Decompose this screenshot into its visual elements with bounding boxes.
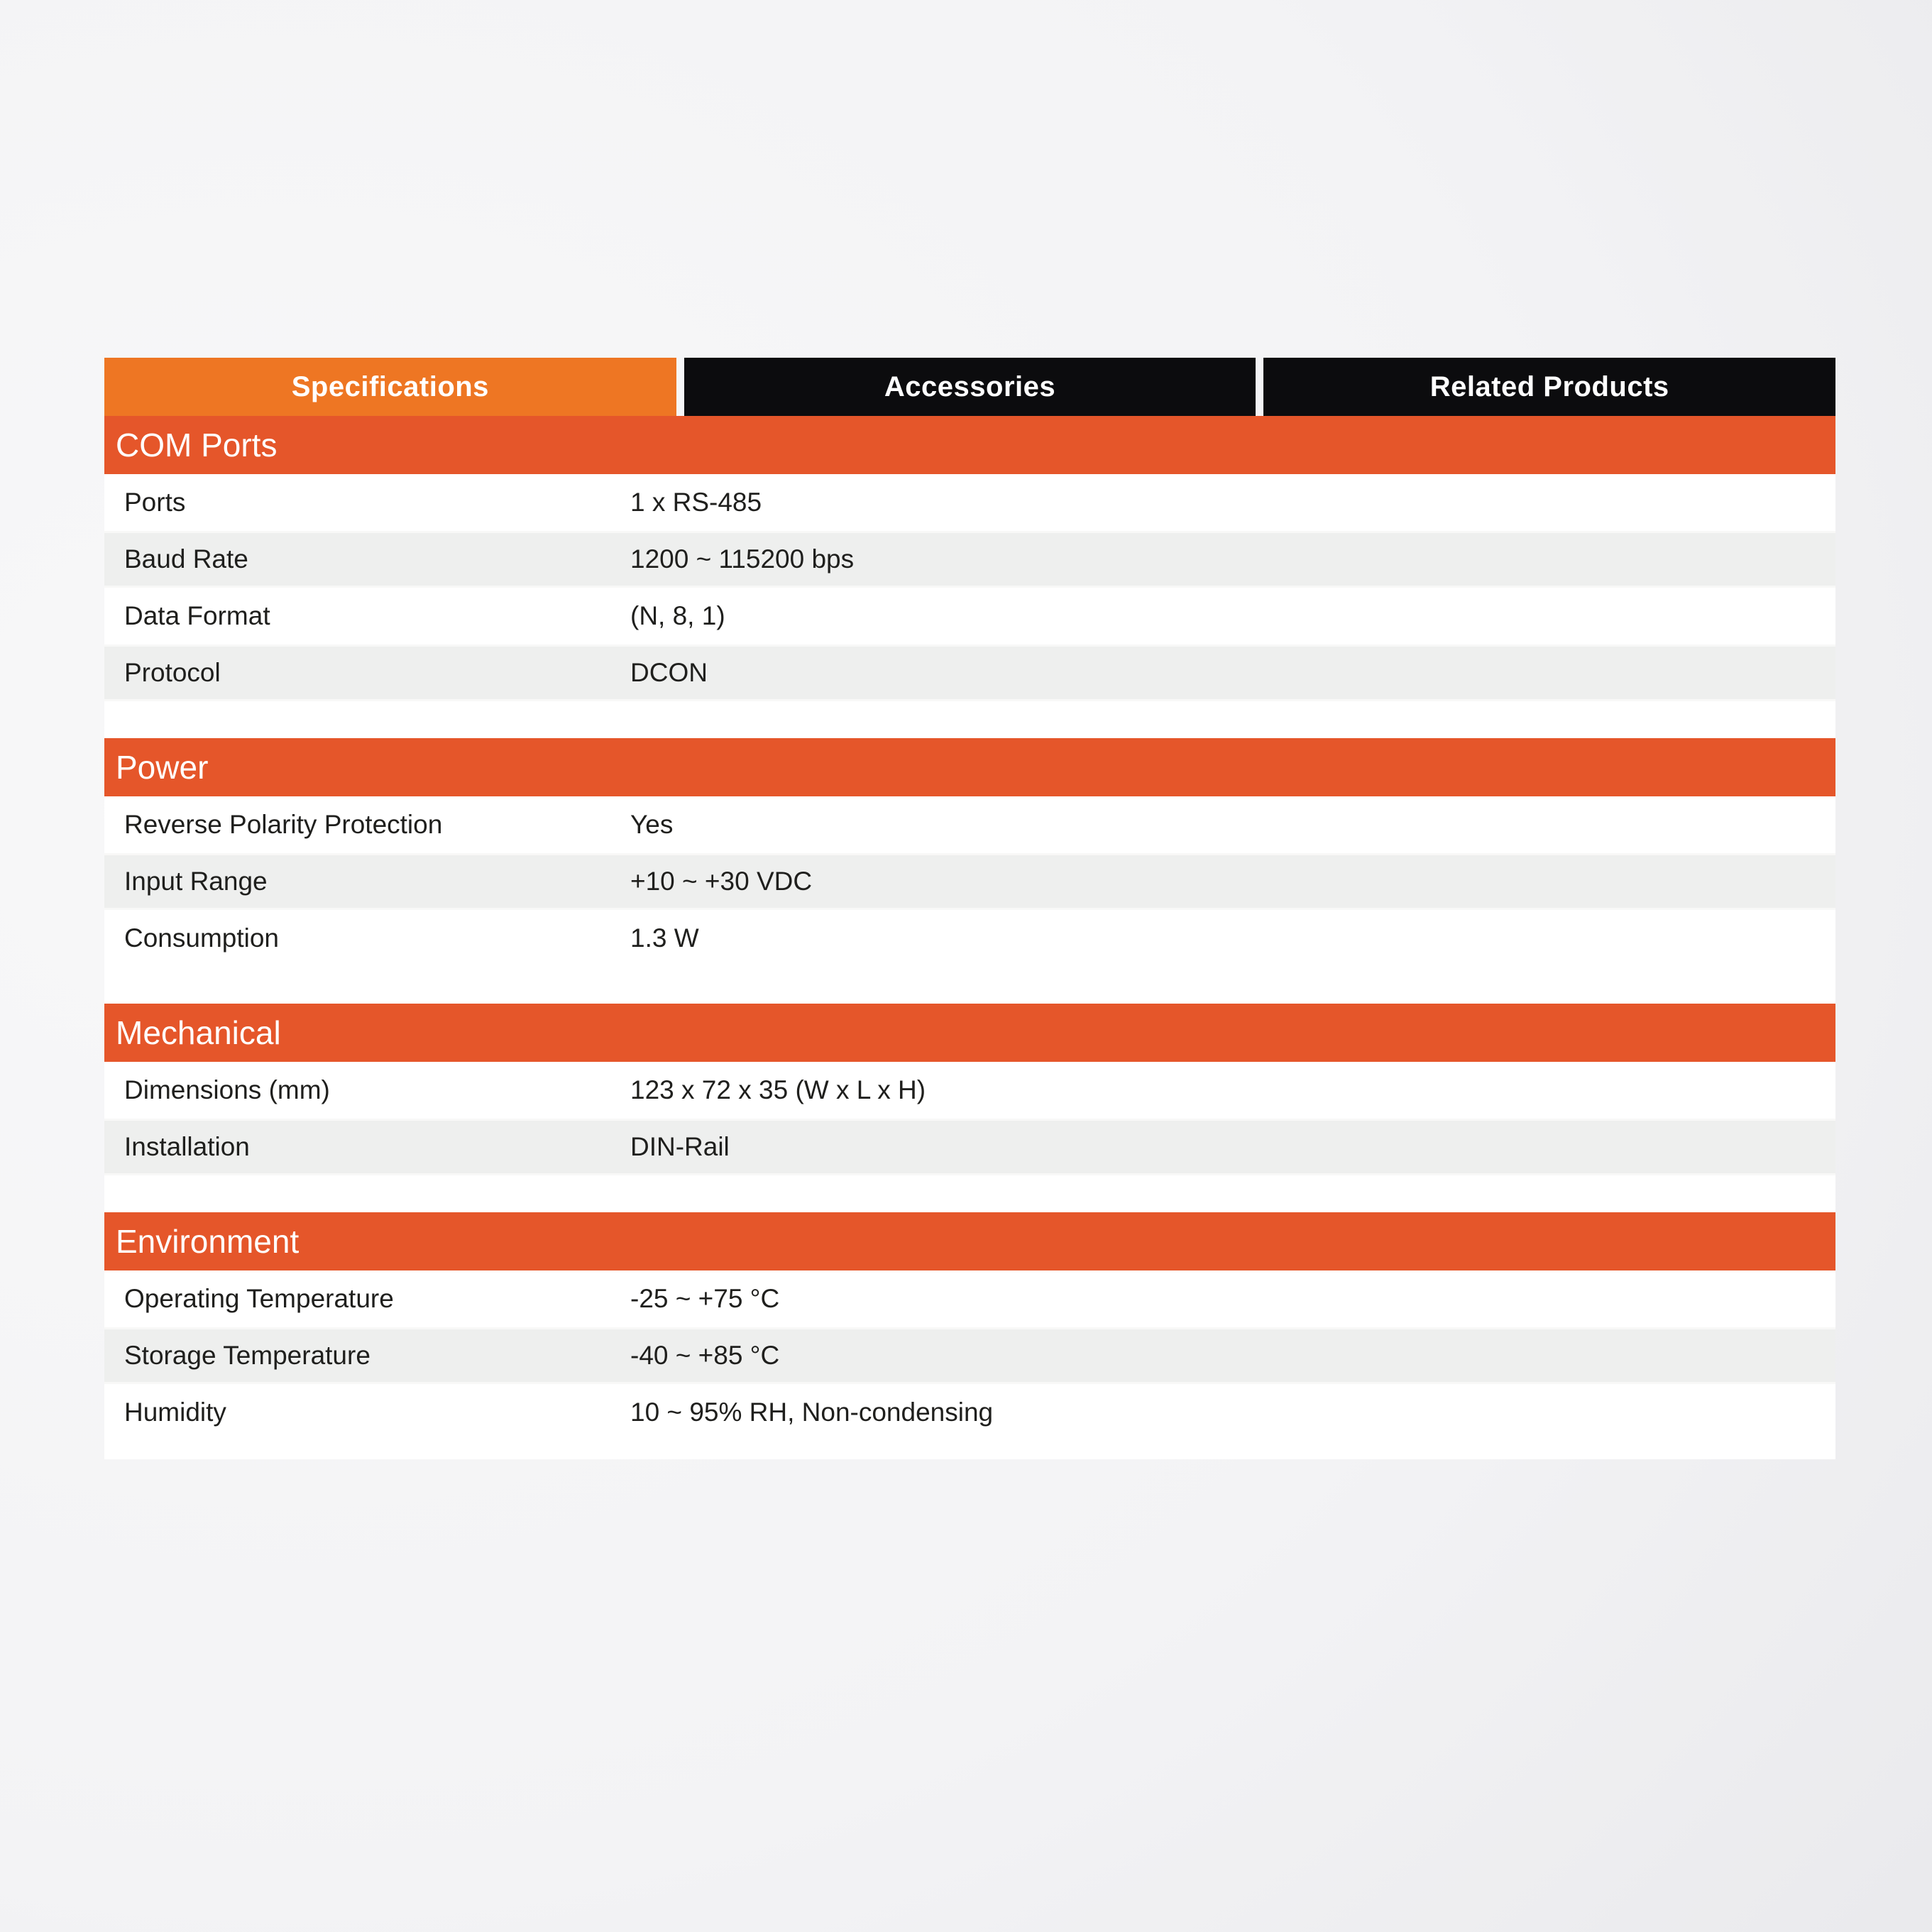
section-divider [104,1175,1835,1212]
table-row [104,1384,1835,1441]
spec-label: Operating Temperature [124,1284,394,1313]
tab-accessories[interactable]: Accessories [684,358,1256,416]
tab-related-products[interactable]: Related Products [1263,358,1835,416]
table-row [104,588,1835,644]
table-row [104,1327,1835,1384]
spec-label: Installation [124,1132,250,1161]
section-divider [104,967,1835,1004]
section-header-com-ports: COM Ports [104,416,1835,474]
section-header-environment: Environment [104,1212,1835,1270]
spec-label: Reverse Polarity Protection [124,810,443,839]
tab-bar [104,358,1835,416]
section-mechanical [104,1004,1835,1175]
spec-label: Input Range [124,867,268,896]
spec-label: Consumption [124,923,280,953]
table-row [104,644,1835,701]
spec-value: DCON [630,658,708,687]
table-row [104,1062,1835,1119]
table-row [104,474,1835,531]
spec-label: Dimensions (mm) [124,1075,330,1104]
spec-value: +10 ~ +30 VDC [630,867,813,896]
spec-label: Ports [124,488,186,517]
spec-value: -25 ~ +75 °C [630,1284,780,1313]
spec-label: Humidity [124,1398,226,1427]
spec-label: Storage Temperature [124,1341,371,1370]
section-divider [104,701,1835,738]
table-bottom-padding [104,1441,1835,1459]
table-row [104,1119,1835,1175]
table-row [104,796,1835,853]
spec-table [104,358,1835,1459]
section-environment [104,1212,1835,1459]
section-power [104,738,1835,967]
table-row [104,531,1835,588]
spec-value: 1.3 W [630,923,699,953]
spec-label: Baud Rate [124,544,248,573]
spec-value: -40 ~ +85 °C [630,1341,780,1370]
spec-value: (N, 8, 1) [630,601,725,630]
spec-value: DIN-Rail [630,1132,730,1161]
spec-label: Data Format [124,601,270,630]
section-header-power: Power [104,738,1835,796]
spec-value: Yes [630,810,674,839]
spec-value: 1200 ~ 115200 bps [630,544,855,573]
section-com-ports [104,416,1835,701]
spec-label: Protocol [124,658,221,687]
table-row [104,1270,1835,1327]
spec-value: 10 ~ 95% RH, Non-condensing [630,1398,994,1427]
spec-value: 123 x 72 x 35 (W x L x H) [630,1075,926,1104]
section-header-mechanical: Mechanical [104,1004,1835,1062]
table-row [104,853,1835,910]
tab-specifications[interactable]: Specifications [104,358,676,416]
spec-value: 1 x RS-485 [630,488,762,517]
table-row [104,910,1835,967]
